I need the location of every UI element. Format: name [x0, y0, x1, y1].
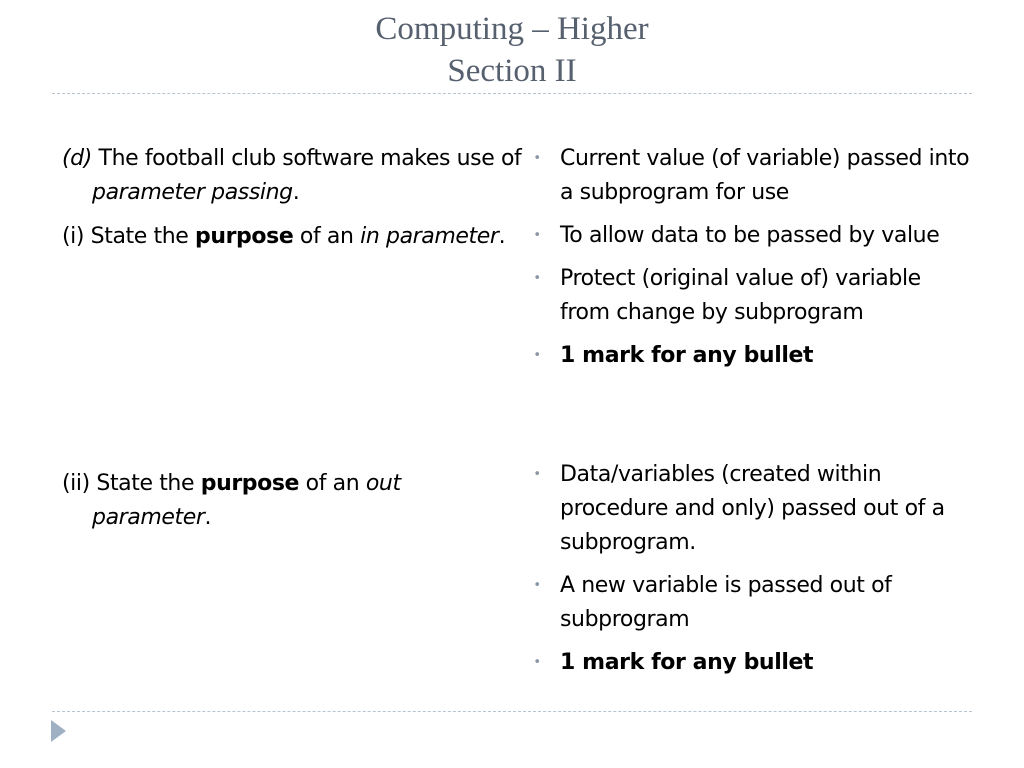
question-part-ii	[62, 467, 522, 535]
bullet-icon: •	[533, 655, 541, 670]
part-i-term: in parameter	[360, 224, 499, 249]
part-ii-bold: purpose	[200, 471, 300, 496]
out-parameter-answers	[530, 458, 970, 689]
part-ii-term: out parameter	[92, 471, 401, 530]
part-ii-label: (ii) State the	[62, 471, 201, 496]
bullet-icon: •	[533, 467, 541, 482]
list-item	[530, 569, 970, 637]
part-ii-end: .	[204, 505, 212, 530]
part-d-label: (d)	[62, 146, 92, 171]
question-part-i	[62, 220, 522, 254]
title-line-2: Section II	[447, 53, 577, 89]
part-ii-mid: of an	[299, 471, 366, 496]
list-item	[530, 646, 970, 680]
bullet-icon: •	[533, 151, 541, 166]
answer-text: A new variable is passed out of subprogram	[560, 573, 892, 632]
title-line-1: Computing – Higher	[375, 11, 649, 47]
bullet-icon: •	[533, 348, 541, 363]
bottom-divider	[52, 711, 972, 712]
list-item	[530, 142, 970, 210]
mark-note: 1 mark for any bullet	[560, 343, 814, 368]
part-d-term: parameter passing	[92, 180, 293, 205]
top-divider	[52, 93, 972, 94]
part-i-end: .	[498, 224, 506, 249]
bullet-icon: •	[533, 271, 541, 286]
list-item	[530, 219, 970, 253]
list-item	[530, 458, 970, 560]
question-part-d	[62, 142, 522, 210]
mark-note: 1 mark for any bullet	[560, 650, 814, 675]
answer-text: Current value (of variable) passed into a subprogram for use	[560, 146, 970, 205]
part-i-label: (i) State the	[62, 224, 195, 249]
answer-text: To allow data to be passed by value	[560, 223, 940, 248]
answer-text: Data/variables (created within procedure and only) passed out of a subprogram.	[560, 462, 945, 555]
bullet-icon: •	[533, 228, 541, 243]
in-parameter-answers	[530, 142, 970, 382]
answer-text: Protect (original value of) variable from change by subprogram	[560, 266, 921, 325]
play-triangle-icon[interactable]	[51, 720, 66, 742]
part-i-bold: purpose	[195, 224, 294, 249]
list-item	[530, 262, 970, 330]
bullet-icon: •	[533, 578, 541, 593]
part-d-text: The football club software makes use of	[91, 146, 522, 171]
slide-title	[0, 8, 1024, 92]
list-item	[530, 339, 970, 373]
part-i-mid: of an	[293, 224, 361, 249]
part-d-end: .	[292, 180, 300, 205]
